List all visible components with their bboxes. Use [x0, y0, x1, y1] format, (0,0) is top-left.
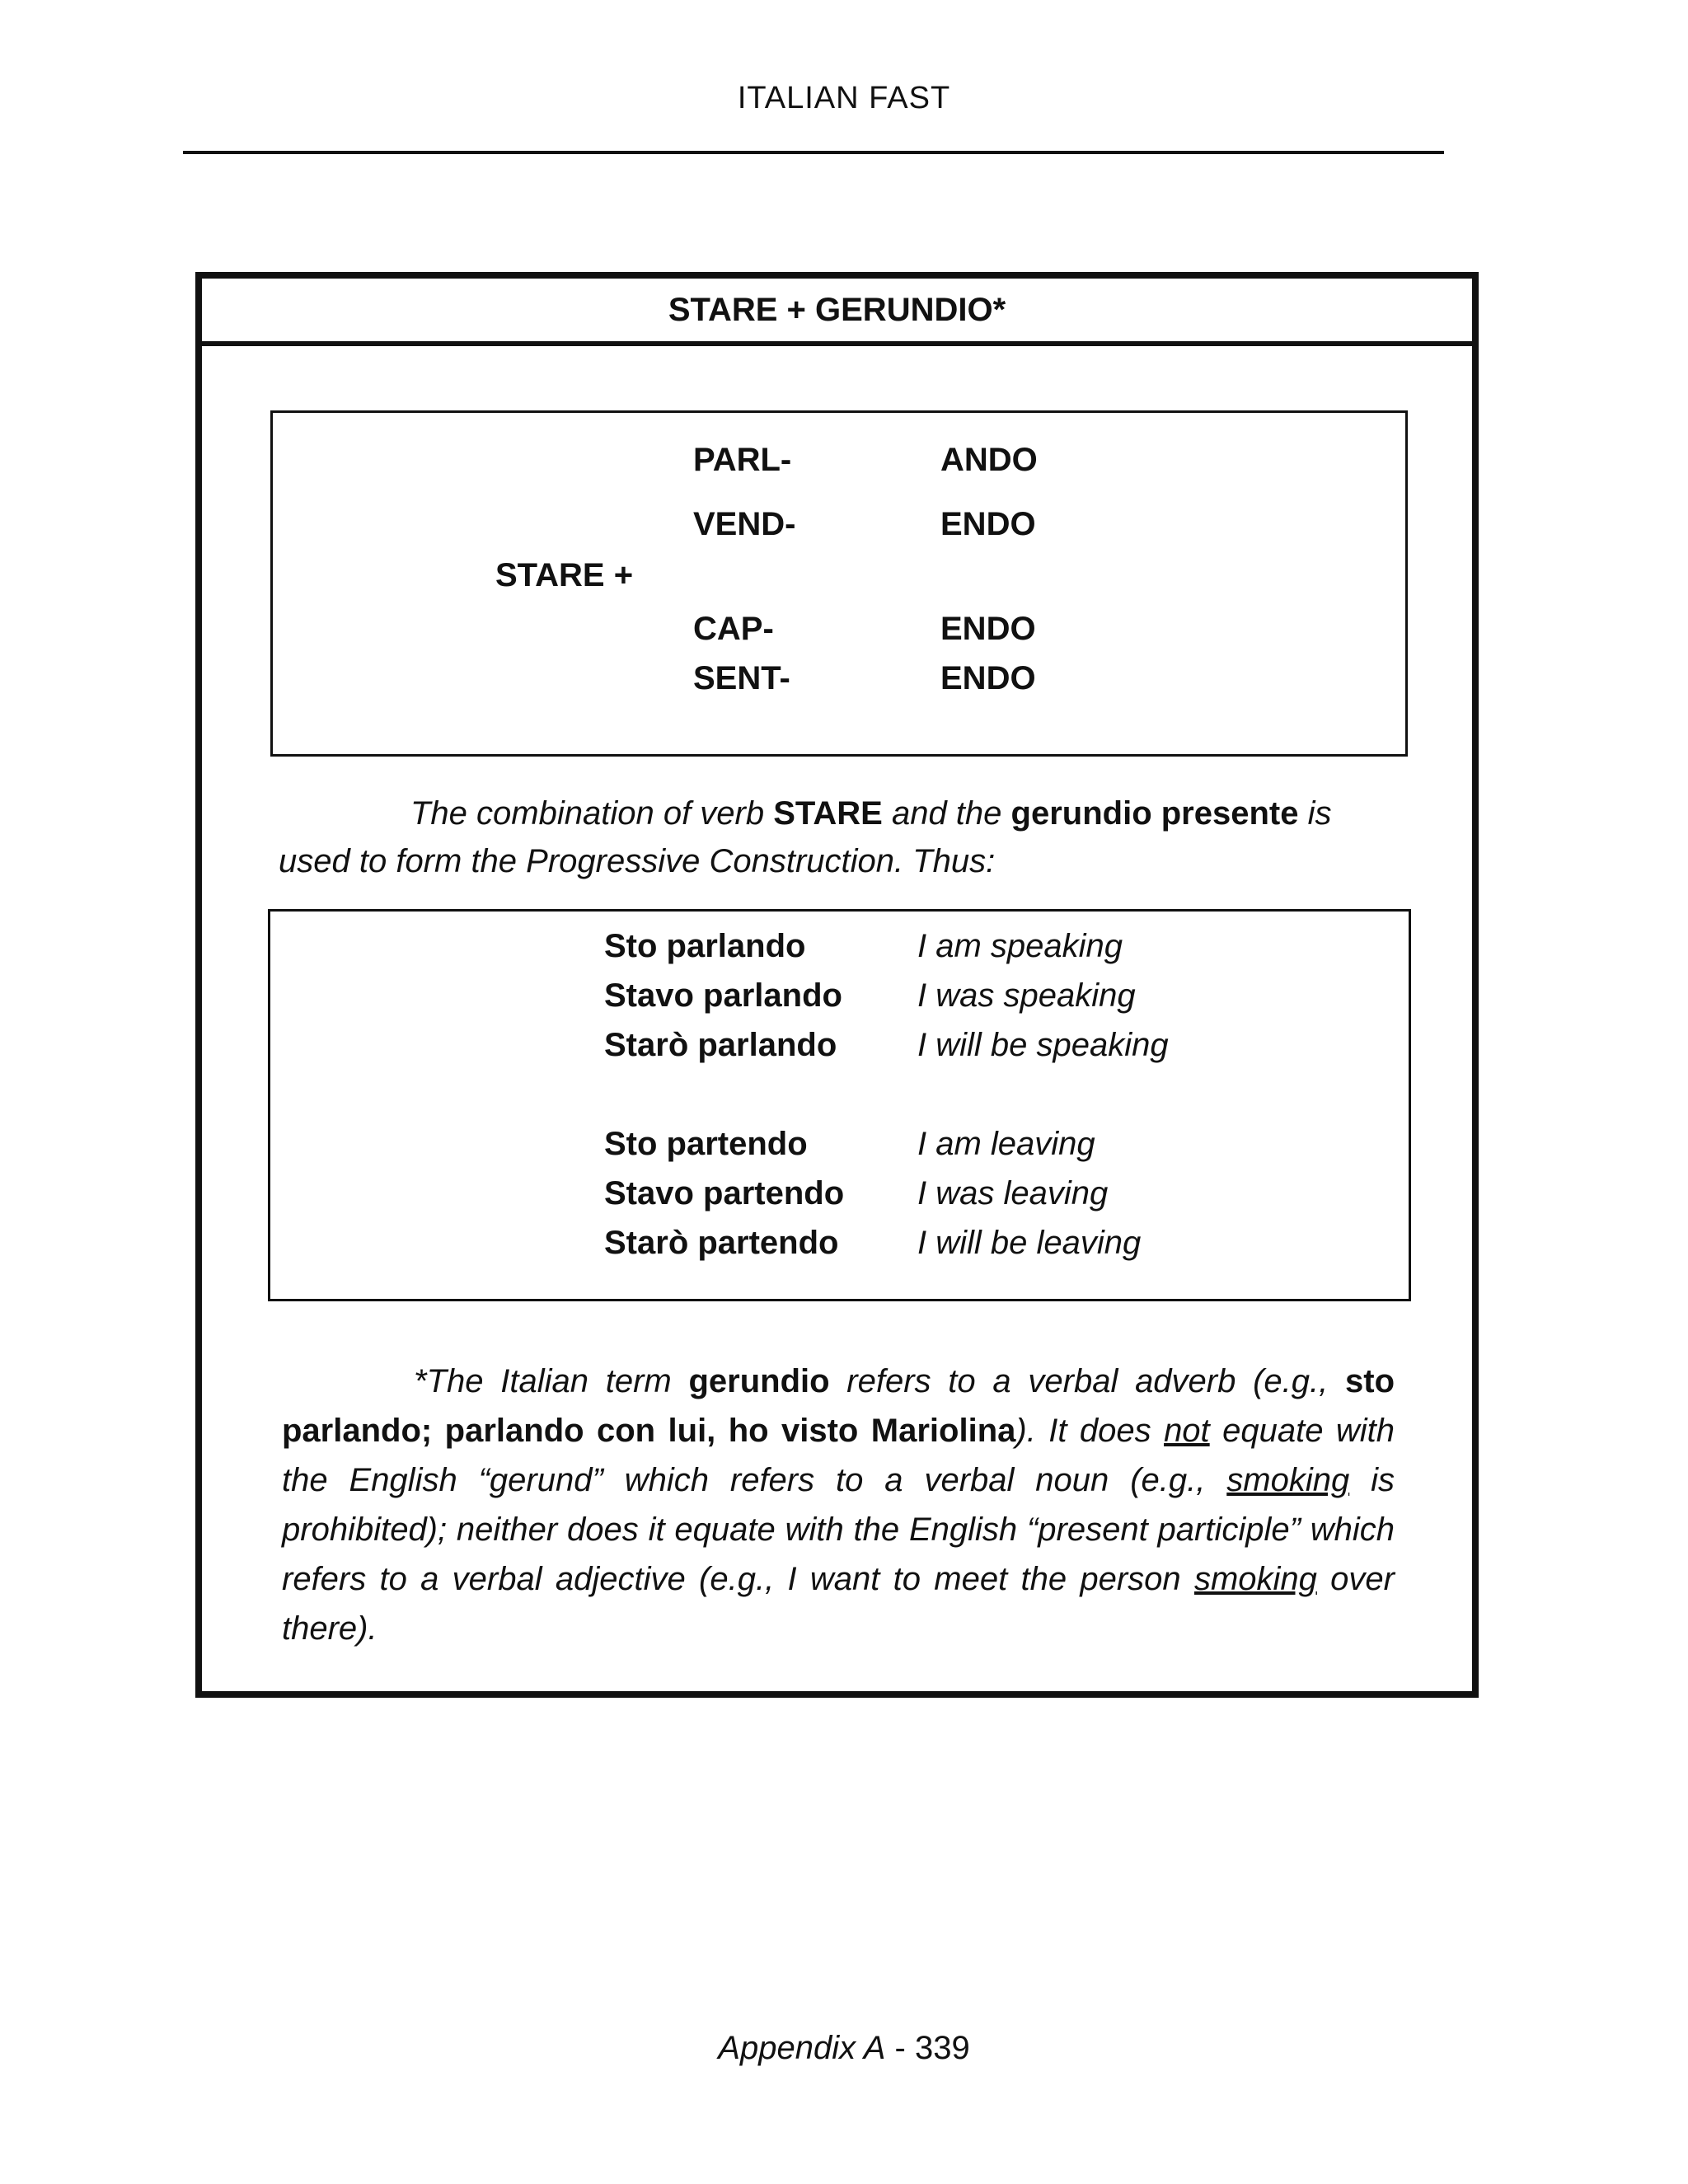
note-bold-examples: sto parlando; parlando con lui, ho visto Mariolina — [282, 1363, 1395, 1449]
example-italian: Sto parlando — [604, 928, 806, 964]
example-english: I will be leaving — [917, 1225, 1142, 1261]
footnote-paragraph — [282, 1357, 1395, 1653]
note-text: *The Italian term — [414, 1363, 689, 1399]
ending-endo-cap: ENDO — [940, 611, 1036, 647]
footer-label: Appendix A — [718, 2030, 886, 2066]
example-english: I was speaking — [917, 977, 1136, 1014]
stem-cap: CAP- — [693, 611, 774, 647]
examples-box — [268, 909, 1411, 1301]
example-italian: Stavo partendo — [604, 1175, 845, 1212]
header-rule — [183, 151, 1444, 154]
example-italian: Sto partendo — [604, 1126, 808, 1162]
ending-endo-sent: ENDO — [940, 660, 1036, 696]
example-english: I am speaking — [917, 928, 1123, 964]
intro-text: The combination of verb — [410, 795, 774, 832]
note-bold-gerundio: gerundio — [688, 1363, 830, 1399]
example-italian: Stavo parlando — [604, 977, 842, 1014]
example-english: I was leaving — [917, 1175, 1109, 1212]
example-english: I am leaving — [917, 1126, 1095, 1162]
stare-label: STARE + — [495, 557, 634, 593]
stem-parl: PARL- — [693, 442, 792, 478]
ending-ando: ANDO — [940, 442, 1038, 478]
footer-separator: - — [885, 2030, 915, 2066]
intro-bold-gerundio: gerundio presente — [1010, 795, 1299, 832]
intro-bold-stare: STARE — [773, 795, 883, 832]
note-text: is prohibited); neither does it equate with the English “present participle” which refers to a verbal adjective (e.g., I want to meet the person — [282, 1462, 1395, 1597]
note-underlined-smoking: smoking — [1193, 1561, 1317, 1597]
note-text: refers to a verbal adverb (e.g., — [829, 1363, 1346, 1399]
running-head: ITALIAN FAST — [737, 81, 951, 115]
intro-paragraph — [279, 790, 1391, 885]
note-text: equate with the English “gerund” which refers to a verbal noun (e.g., — [282, 1413, 1395, 1498]
grammar-frame — [195, 272, 1479, 1698]
note-text: ). It does — [1015, 1413, 1165, 1449]
intro-text: and the — [882, 795, 1011, 832]
note-text: over there). — [282, 1561, 1395, 1647]
page-number: 339 — [914, 2030, 970, 2066]
intro-text: is used to form the Progressive Construction. Thus: — [279, 795, 1332, 879]
example-italian: Starò partendo — [604, 1225, 839, 1261]
page-footer — [0, 2030, 1688, 2067]
note-underlined-not: not — [1164, 1413, 1210, 1449]
example-italian: Starò parlando — [604, 1027, 837, 1063]
example-english: I will be speaking — [917, 1027, 1169, 1063]
ending-endo-vend: ENDO — [940, 506, 1036, 542]
frame-title: STARE + GERUNDIO* — [202, 279, 1472, 346]
stem-vend: VEND- — [693, 506, 796, 542]
note-underlined-smoking: smoking — [1226, 1462, 1350, 1498]
stem-sent: SENT- — [693, 660, 790, 696]
conjugation-box — [270, 410, 1408, 757]
